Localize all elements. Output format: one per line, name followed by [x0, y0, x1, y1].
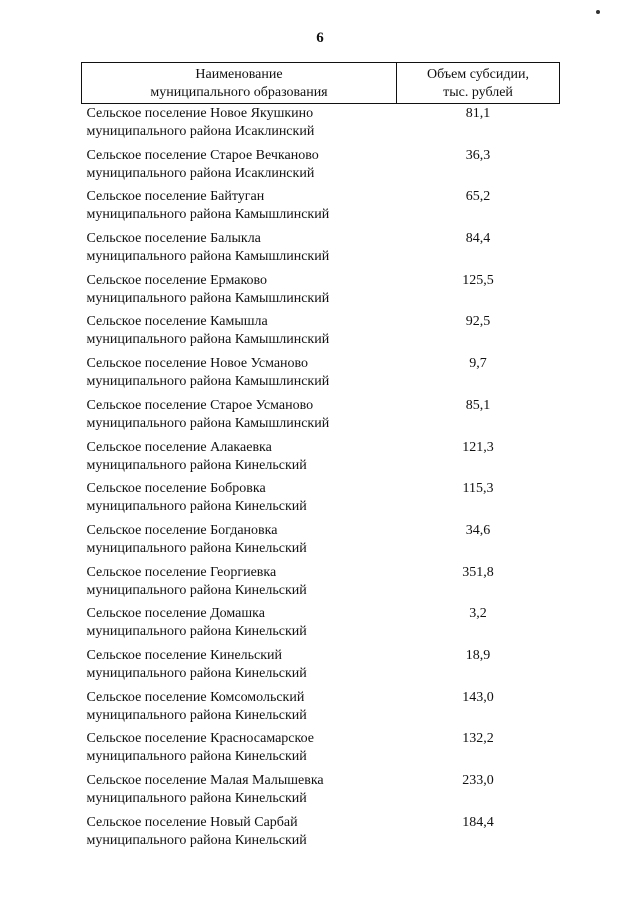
settlement-name: Сельское поселение Комсомольский — [86, 689, 305, 705]
subsidy-amount: 18,9 — [465, 647, 491, 663]
table-row — [82, 313, 560, 355]
header-row — [82, 63, 560, 104]
municipality-cell — [82, 564, 397, 606]
municipality-cell — [82, 647, 397, 689]
table-body — [82, 104, 560, 856]
table-row — [82, 147, 560, 189]
municipality-cell — [82, 147, 397, 189]
subsidy-amount: 85,1 — [465, 397, 491, 413]
table-row — [82, 689, 560, 731]
municipality-cell — [82, 397, 397, 439]
table-row — [82, 564, 560, 606]
district-name: муниципального района Камышлинский — [86, 290, 330, 306]
municipality-cell — [82, 230, 397, 272]
district-name: муниципального района Исаклинский — [86, 124, 315, 139]
municipality-cell — [82, 689, 397, 731]
table-row — [82, 730, 560, 772]
subsidy-amount: 9,7 — [469, 356, 487, 372]
name-header-line1: Наименование — [195, 67, 283, 82]
subsidy-amount: 143,0 — [462, 689, 494, 705]
table-row — [82, 272, 560, 314]
district-name: муниципального района Кинельский — [86, 749, 307, 765]
settlement-name: Сельское поселение Домашка — [86, 606, 265, 622]
district-name: муниципального района Кинельский — [86, 832, 307, 848]
subsidy-amount: 132,2 — [462, 731, 494, 747]
table-row — [82, 355, 560, 397]
table-row — [82, 480, 560, 522]
municipality-cell — [82, 480, 397, 522]
district-name: муниципального района Исаклинский — [86, 165, 315, 181]
table-row — [82, 230, 560, 272]
subsidy-amount: 65,2 — [465, 189, 491, 205]
subsidy-amount: 115,3 — [462, 481, 494, 497]
table-row — [82, 439, 560, 481]
district-name: муниципального района Кинельский — [86, 499, 307, 515]
table-row — [82, 188, 560, 230]
table-row — [82, 647, 560, 689]
subsidy-amount: 233,0 — [462, 773, 494, 788]
municipality-cell — [82, 104, 397, 147]
subsidy-amount: 121,3 — [462, 439, 494, 455]
district-name: муниципального района Кинельский — [86, 624, 307, 640]
subsidy-amount: 84,4 — [465, 231, 491, 247]
municipality-cell — [82, 522, 397, 564]
municipality-cell — [82, 814, 397, 856]
page-number: 6 — [316, 30, 324, 46]
name-column-header — [82, 63, 397, 104]
settlement-name: Сельское поселение Новое Якушкино — [86, 106, 314, 121]
settlement-name: Сельское поселение Байтуган — [86, 189, 265, 205]
settlement-name: Сельское поселение Камышла — [86, 314, 268, 330]
municipality-cell — [82, 313, 397, 355]
amount-header-line1: Объем субсидии, — [427, 67, 529, 82]
subsidy-amount: 92,5 — [465, 314, 491, 330]
table-header — [82, 63, 560, 104]
settlement-name: Сельское поселение Ермаково — [86, 272, 268, 288]
subsidy-amount: 34,6 — [465, 522, 491, 538]
table-row — [82, 605, 560, 647]
scan-mark — [596, 10, 600, 14]
settlement-name: Сельское поселение Старое Усманово — [86, 397, 314, 413]
district-name: муниципального района Камышлинский — [86, 207, 330, 223]
municipality-cell — [82, 772, 397, 814]
district-name: муниципального района Камышлинский — [86, 249, 330, 265]
municipality-cell — [82, 730, 397, 772]
table-row — [82, 772, 560, 814]
settlement-name: Сельское поселение Бобровка — [86, 481, 266, 497]
subsidy-amount: 125,5 — [462, 272, 494, 288]
settlement-name: Сельское поселение Богдановка — [86, 522, 278, 538]
subsidy-amount: 81,1 — [465, 106, 491, 121]
district-name: муниципального района Кинельский — [86, 582, 307, 598]
district-name: муниципального района Камышлинский — [86, 332, 330, 348]
district-name: муниципального района Кинельский — [86, 791, 307, 806]
subsidy-amount: 36,3 — [465, 147, 491, 163]
settlement-name: Сельское поселение Алакаевка — [86, 439, 272, 455]
subsidy-amount: 184,4 — [462, 814, 494, 830]
settlement-name: Сельское поселение Малая Малышевка — [86, 773, 324, 788]
settlement-name: Сельское поселение Кинельский — [86, 647, 283, 663]
district-name: муниципального района Кинельский — [86, 707, 307, 723]
settlement-name: Сельское поселение Балыкла — [86, 231, 261, 247]
municipality-cell — [82, 355, 397, 397]
amount-column-header — [397, 63, 560, 104]
settlement-name: Сельское поселение Старое Вечканово — [86, 147, 319, 163]
municipality-cell — [82, 188, 397, 230]
settlement-name: Сельское поселение Георгиевка — [86, 564, 277, 580]
district-name: муниципального района Камышлинский — [86, 374, 330, 390]
settlement-name: Сельское поселение Красносамарское — [86, 731, 314, 747]
district-name: муниципального района Кинельский — [86, 665, 307, 681]
subsidy-table — [81, 62, 560, 855]
municipality-cell — [82, 439, 397, 481]
district-name: муниципального района Кинельский — [86, 457, 307, 473]
subsidy-amount: 3,2 — [469, 606, 487, 622]
amount-header-line2: тыс. рублей — [443, 85, 513, 100]
district-name: муниципального района Камышлинский — [86, 415, 330, 431]
municipality-cell — [82, 272, 397, 314]
subsidy-amount: 351,8 — [462, 564, 494, 580]
table-row — [82, 814, 560, 856]
settlement-name: Сельское поселение Новое Усманово — [86, 356, 309, 372]
district-name: муниципального района Кинельский — [86, 540, 307, 556]
table-row — [82, 522, 560, 564]
name-header-line2: муниципального образования — [150, 85, 328, 100]
municipality-cell — [82, 605, 397, 647]
settlement-name: Сельское поселение Новый Сарбай — [86, 814, 298, 830]
table-row — [82, 397, 560, 439]
table-row — [82, 104, 560, 147]
